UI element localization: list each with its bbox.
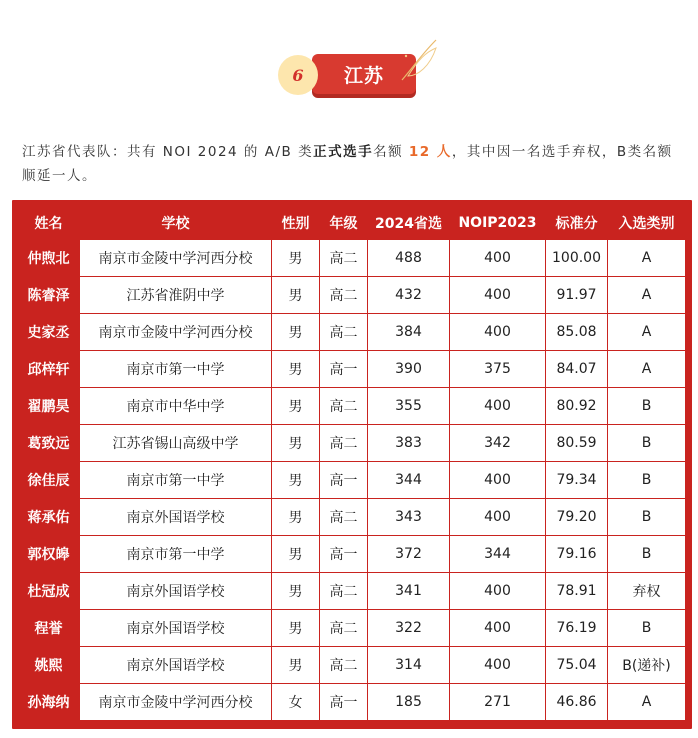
cell-school: 南京市金陵中学河西分校 <box>80 684 272 721</box>
cell-standard-score: 100.00 <box>546 240 608 277</box>
cell-name: 程誉 <box>18 610 80 647</box>
section-badge <box>278 36 438 106</box>
cell-school: 南京市金陵中学河西分校 <box>80 314 272 351</box>
cell-provincial-2024: 383 <box>368 425 450 462</box>
cell-school: 江苏省锡山高级中学 <box>80 425 272 462</box>
cell-gender: 男 <box>272 351 320 388</box>
cell-gender: 男 <box>272 462 320 499</box>
cell-noip2023: 400 <box>450 647 546 684</box>
header-noip2023: NOIP2023 <box>450 207 546 240</box>
intro-mid: 名额 <box>373 144 409 160</box>
header-standard-score: 标准分 <box>546 207 608 240</box>
cell-noip2023: 400 <box>450 240 546 277</box>
cell-name: 史家丞 <box>18 314 80 351</box>
cell-school: 南京外国语学校 <box>80 647 272 684</box>
cell-standard-score: 79.20 <box>546 499 608 536</box>
table-row <box>18 388 686 425</box>
cell-noip2023: 400 <box>450 462 546 499</box>
cell-grade: 高二 <box>320 314 368 351</box>
cell-name: 姚熙 <box>18 647 80 684</box>
cell-category: B <box>608 425 686 462</box>
cell-provincial-2024: 185 <box>368 684 450 721</box>
cell-category: B <box>608 610 686 647</box>
cell-category: B <box>608 536 686 573</box>
cell-grade: 高二 <box>320 573 368 610</box>
cell-standard-score: 80.92 <box>546 388 608 425</box>
cell-gender: 男 <box>272 610 320 647</box>
feather-decoration-icon <box>396 36 444 86</box>
cell-provincial-2024: 314 <box>368 647 450 684</box>
cell-gender: 男 <box>272 388 320 425</box>
cell-name: 孙海纳 <box>18 684 80 721</box>
cell-provincial-2024: 343 <box>368 499 450 536</box>
cell-provincial-2024: 432 <box>368 277 450 314</box>
cell-category: B <box>608 388 686 425</box>
header-name: 姓名 <box>18 207 80 240</box>
section-number: 6 <box>278 55 318 95</box>
cell-grade: 高一 <box>320 536 368 573</box>
cell-grade: 高一 <box>320 351 368 388</box>
cell-category: A <box>608 314 686 351</box>
cell-gender: 男 <box>272 573 320 610</box>
cell-category: B <box>608 462 686 499</box>
cell-category: A <box>608 351 686 388</box>
cell-name: 杜冠成 <box>18 573 80 610</box>
cell-category: A <box>608 684 686 721</box>
cell-standard-score: 76.19 <box>546 610 608 647</box>
cell-category: 弃权 <box>608 573 686 610</box>
cell-school: 南京市中华中学 <box>80 388 272 425</box>
cell-name: 郭权皞 <box>18 536 80 573</box>
cell-grade: 高一 <box>320 684 368 721</box>
cell-name: 陈睿泽 <box>18 277 80 314</box>
cell-standard-score: 75.04 <box>546 647 608 684</box>
cell-standard-score: 79.16 <box>546 536 608 573</box>
header-gender: 性别 <box>272 207 320 240</box>
cell-standard-score: 46.86 <box>546 684 608 721</box>
cell-grade: 高二 <box>320 425 368 462</box>
cell-noip2023: 400 <box>450 573 546 610</box>
cell-noip2023: 400 <box>450 277 546 314</box>
header-school: 学校 <box>80 207 272 240</box>
cell-provincial-2024: 488 <box>368 240 450 277</box>
cell-noip2023: 342 <box>450 425 546 462</box>
cell-grade: 高二 <box>320 610 368 647</box>
table-row <box>18 277 686 314</box>
cell-school: 南京市第一中学 <box>80 351 272 388</box>
intro-bold: 正式选手 <box>313 144 374 160</box>
intro-pre: 江苏省代表队：共有 NOI 2024 的 A/B 类 <box>22 144 314 160</box>
cell-noip2023: 400 <box>450 610 546 647</box>
cell-provincial-2024: 390 <box>368 351 450 388</box>
cell-school: 南京市第一中学 <box>80 536 272 573</box>
cell-name: 仲煦北 <box>18 240 80 277</box>
cell-provincial-2024: 341 <box>368 573 450 610</box>
table-row <box>18 240 686 277</box>
cell-name: 蒋承佑 <box>18 499 80 536</box>
cell-provincial-2024: 355 <box>368 388 450 425</box>
table-row <box>18 684 686 721</box>
header-grade: 年级 <box>320 207 368 240</box>
table-row <box>18 647 686 684</box>
cell-name: 葛致远 <box>18 425 80 462</box>
cell-grade: 高二 <box>320 277 368 314</box>
cell-school: 南京市第一中学 <box>80 462 272 499</box>
cell-grade: 高二 <box>320 647 368 684</box>
cell-grade: 高二 <box>320 240 368 277</box>
cell-standard-score: 84.07 <box>546 351 608 388</box>
intro-post: ，其中因一名选手弃权，B类名额顺延一人。 <box>22 144 673 184</box>
cell-category: A <box>608 240 686 277</box>
cell-standard-score: 80.59 <box>546 425 608 462</box>
cell-provincial-2024: 372 <box>368 536 450 573</box>
section-title: 江苏 <box>312 54 416 94</box>
cell-standard-score: 85.08 <box>546 314 608 351</box>
cell-school: 南京外国语学校 <box>80 573 272 610</box>
cell-provincial-2024: 322 <box>368 610 450 647</box>
cell-gender: 男 <box>272 499 320 536</box>
cell-gender: 女 <box>272 684 320 721</box>
cell-grade: 高二 <box>320 388 368 425</box>
table-row <box>18 499 686 536</box>
table-row <box>18 425 686 462</box>
cell-noip2023: 375 <box>450 351 546 388</box>
cell-standard-score: 79.34 <box>546 462 608 499</box>
cell-gender: 男 <box>272 536 320 573</box>
cell-noip2023: 344 <box>450 536 546 573</box>
cell-category: A <box>608 277 686 314</box>
cell-name: 邱梓轩 <box>18 351 80 388</box>
roster-table <box>17 206 686 721</box>
cell-name: 徐佳辰 <box>18 462 80 499</box>
table-row <box>18 573 686 610</box>
cell-provincial-2024: 384 <box>368 314 450 351</box>
cell-gender: 男 <box>272 240 320 277</box>
cell-school: 南京市金陵中学河西分校 <box>80 240 272 277</box>
table-row <box>18 462 686 499</box>
cell-grade: 高二 <box>320 499 368 536</box>
cell-noip2023: 271 <box>450 684 546 721</box>
header-provincial-2024: 2024省选 <box>368 207 450 240</box>
table-row <box>18 536 686 573</box>
cell-noip2023: 400 <box>450 499 546 536</box>
cell-school: 江苏省淮阴中学 <box>80 277 272 314</box>
header-category: 入选类别 <box>608 207 686 240</box>
cell-gender: 男 <box>272 314 320 351</box>
table-row <box>18 314 686 351</box>
cell-noip2023: 400 <box>450 314 546 351</box>
cell-noip2023: 400 <box>450 388 546 425</box>
cell-category: B(递补) <box>608 647 686 684</box>
cell-standard-score: 91.97 <box>546 277 608 314</box>
cell-gender: 男 <box>272 425 320 462</box>
cell-standard-score: 78.91 <box>546 573 608 610</box>
cell-gender: 男 <box>272 647 320 684</box>
table-header-row <box>18 207 686 240</box>
cell-grade: 高一 <box>320 462 368 499</box>
table-row <box>18 610 686 647</box>
cell-school: 南京外国语学校 <box>80 610 272 647</box>
cell-provincial-2024: 344 <box>368 462 450 499</box>
cell-gender: 男 <box>272 277 320 314</box>
table-row <box>18 351 686 388</box>
intro-paragraph <box>22 140 682 188</box>
cell-name: 翟鹏昊 <box>18 388 80 425</box>
intro-count: 12 人 <box>408 144 452 160</box>
cell-category: B <box>608 499 686 536</box>
cell-school: 南京外国语学校 <box>80 499 272 536</box>
